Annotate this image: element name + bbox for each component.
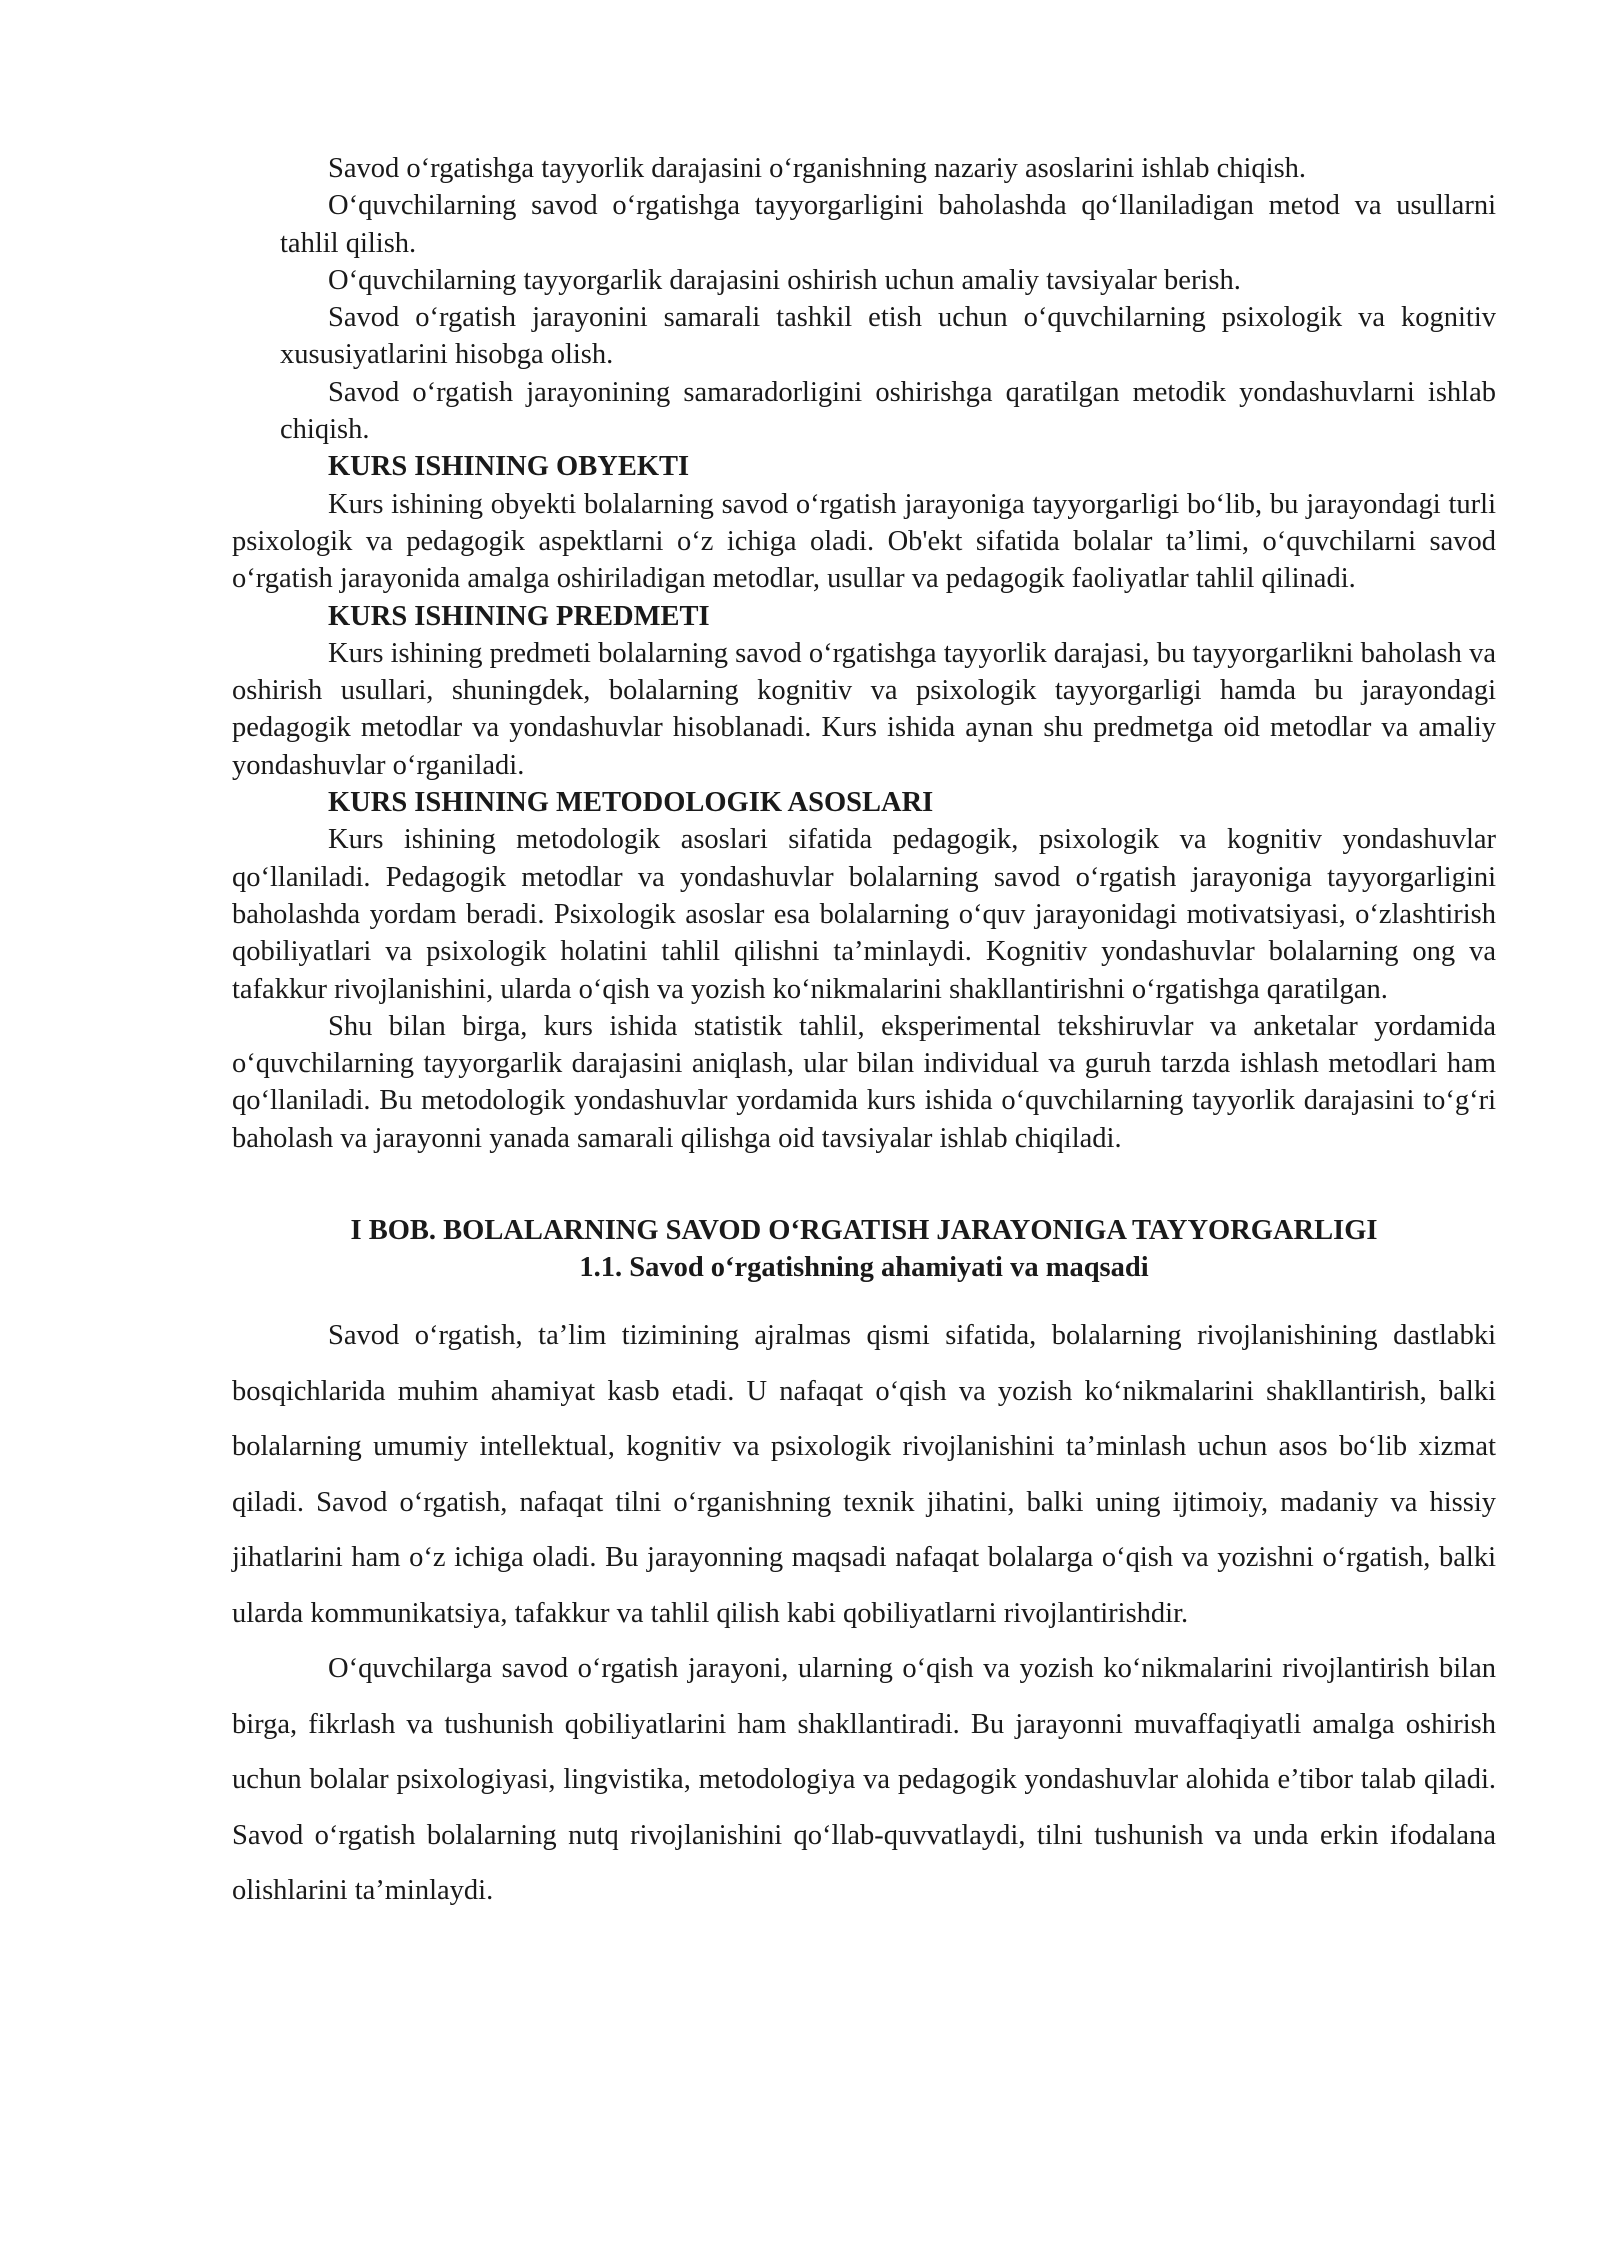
- chapter-title: I BOB. BOLALARNING SAVOD O‘RGATISH JARAYONIGA TAYYORGARLIGI: [350, 1215, 1378, 1247]
- document-page: [232, 150, 1496, 1919]
- body-paragraph: Savod o‘rgatish, ta’lim tizimining ajralmas qismi sifatida, bolalarning rivojlanishining dastlabki bosqichlarida muhim ahamiyat kasb etadi. U nafaqat o‘qish va yozish ko‘nikmalarini shakllantirish, balki bolalarning umumiy intellektual, kognitiv va psixologik rivojlanishini ta’minlash uchun asos bo‘lib xizmat qiladi. Savod o‘rgatish, nafaqat tilni o‘rganishning texnik jihatini, balki uning ijtimoiy, madaniy va hissiy jihatlarini ham o‘z ichiga oladi. Bu jarayonning maqsadi nafaqat bolalarga o‘qish va yozishni o‘rgatish, balki ularda kommunikatsiya, tafakkur va tahlil qilish kabi qobiliyatlarni rivojlantirishdir.: [232, 1320, 1496, 1629]
- predmet-section: [232, 598, 1496, 784]
- obyekt-section: [232, 448, 1496, 597]
- aim-item: Savod o‘rgatish jarayonining samaradorligini oshirishga qaratilgan metodik yondashuvlarni ishlab chiqish.: [280, 376, 1496, 446]
- aims-list: [232, 150, 1496, 448]
- metodologik-heading: KURS ISHINING METODOLOGIK ASOSLARI: [328, 787, 934, 819]
- metodologik-paragraph: Shu bilan birga, kurs ishida statistik tahlil, eksperimental tekshiruvlar va anketalar yordamida o‘quvchilarning tayyorgarlik darajasini aniqlash, ular bilan individual va guruh tarzda ishlash metodlari ham qo‘llaniladi. Bu metodologik yondashuvlar yordamida kurs ishida o‘quvchilarning tayyorlik darajasini to‘g‘ri baholash va jarayonni yanada samarali qilishga oid tavsiyalar ishlab chiqiladi.: [232, 1010, 1496, 1154]
- predmet-paragraph: Kurs ishining predmeti bolalarning savod o‘rgatishga tayyorlik darajasi, bu tayyorgarlikni baholash va oshirish usullari, shuningdek, bolalarning kognitiv va psixologik tayyorgarligi hamda bu jarayondagi pedagogik metodlar va yondashuvlar hisoblanadi. Kurs ishida aynan shu predmetga oid metodlar va amaliy yondashuvlar o‘rganiladi.: [232, 637, 1496, 781]
- body-paragraph: O‘quvchilarga savod o‘rgatish jarayoni, ularning o‘qish va yozish ko‘nikmalarini rivojlantirish bilan birga, fikrlash va tushunish qobiliyatlarini ham shakllantiradi. Bu jarayonni muvaffaqiyatli amalga oshirish uchun bolalar psixologiyasi, lingvistika, metodologiya va pedagogik yondashuvlar alohida e’tibor talab qiladi. Savod o‘rgatish bolalarning nutq rivojlanishini qo‘llab-quvvatlaydi, tilni tushunish va unda erkin ifodalana olishlarini ta’minlaydi.: [232, 1653, 1496, 1907]
- metodologik-section: [232, 784, 1496, 1157]
- metodologik-paragraph: Kurs ishining metodologik asoslari sifatida pedagogik, psixologik va kognitiv yondashuvlar qo‘llaniladi. Pedagogik metodlar va yondashuvlar bolalarning savod o‘rgatish jarayoniga tayyorgarligini baholashda yordam beradi. Psixologik asoslar esa bolalarning o‘quv jarayonidagi motivatsiyasi, o‘zlashtirish qobiliyatlari va psixologik holatini tahlil qilishni ta’minlaydi. Kognitiv yondashuvlar bolalarning ong va tafakkur rivojlanishini, ularda o‘qish va yozish ko‘nikmalarini shakllantirishni o‘rgatishga qaratilgan.: [232, 824, 1496, 1005]
- aim-item: Savod o‘rgatish jarayonini samarali tashkil etish uchun o‘quvchilarning psixologik va kognitiv xususiyatlarini hisobga olish.: [280, 302, 1496, 371]
- predmet-heading: KURS ISHINING PREDMETI: [328, 600, 710, 632]
- aim-item: Savod o‘rgatishga tayyorlik darajasini o‘rganishning nazariy asoslarini ishlab chiqish.: [328, 153, 1307, 184]
- aim-item: O‘quvchilarning tayyorgarlik darajasini oshirish uchun amaliy tavsiyalar berish.: [328, 264, 1241, 296]
- aim-item: O‘quvchilarning savod o‘rgatishga tayyorgarligini baholashda qo‘llaniladigan metod va usullarni tahlil qilish.: [280, 190, 1496, 259]
- obyekt-paragraph: Kurs ishining obyekti bolalarning savod o‘rgatish jarayoniga tayyorgarligi bo‘lib, bu jarayondagi turli psixologik va pedagogik aspektlarni o‘z ichiga oladi. Ob'ekt sifatida bolalar ta’limi, o‘quvchilarni savod o‘rgatish jarayonida amalga oshiriladigan metodlar, usullar va pedagogik faoliyatlar tahlil qilinadi.: [232, 488, 1496, 595]
- chapter-heading: [232, 1212, 1496, 1286]
- chapter-subtitle: 1.1. Savod o‘rgatishning ahamiyati va maqsadi: [579, 1252, 1149, 1284]
- obyekt-heading: KURS ISHINING OBYEKTI: [328, 451, 690, 483]
- chapter-body: [232, 1308, 1496, 1919]
